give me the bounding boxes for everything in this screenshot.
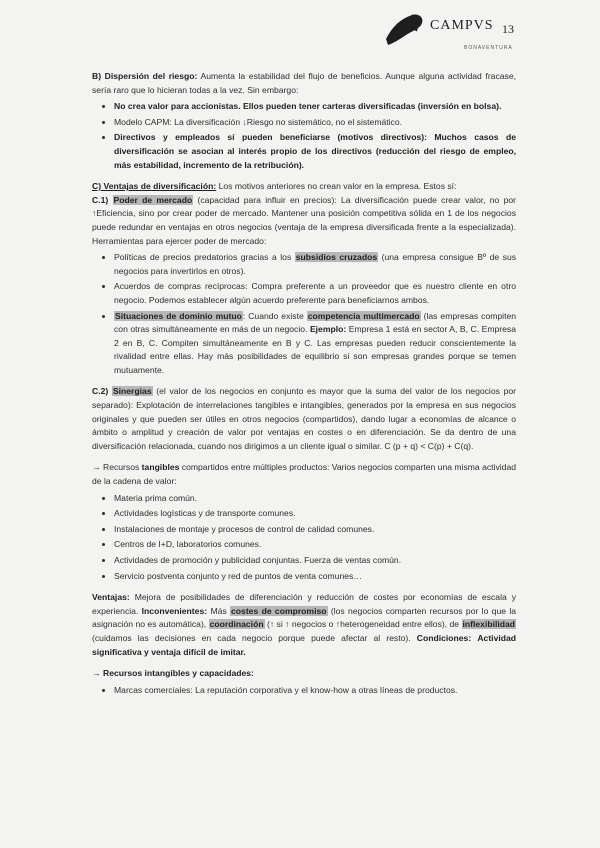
tangible-list	[92, 492, 516, 584]
list-item: • Acuerdos de compras recíprocas: Compra preferente a un proveedor que es nuestro cliente en otro negocio. Podemos establecer algún acuerdo preferente para beneficiarnos ambos.	[114, 280, 516, 307]
hand-logo-icon	[382, 9, 430, 51]
list-item: • Instalaciones de montaje y procesos de control de calidad comunes.	[114, 523, 516, 537]
c2-term: Sinergias	[112, 386, 152, 397]
list-item: • Marcas comerciales: La reputación corporativa y el know-how a otras líneas de productos.	[114, 684, 516, 698]
list-item: • Modelo CAPM: La diversificación ↓Riesgo no sistemático, no el sistemático.	[114, 116, 516, 130]
list-item: • No crea valor para accionistas. Ellos pueden tener carteras diversificadas (inversión en bolsa).	[114, 100, 516, 114]
document-body	[92, 70, 516, 705]
section-b-list	[92, 100, 516, 172]
list-item: • Situaciones de dominio mutuo: Cuando existe competencia multimercado (las empresas compiten con otras simultáneamente en más de un negocio. Ejemplo: Empresa 1 está en sector A, B, C. Empresa 2 en B, C. Compiten simultáneamente en B y C. Las empresas pueden reducir conscientemente la rivalidad entre ellas. Hay más posibilidades de equilibrio si son empresas grandes porque se temen mutuamente.	[114, 310, 516, 378]
list-item: • Actividades logísticas y de transporte comunes.	[114, 507, 516, 521]
intangible-list	[92, 684, 516, 698]
list-item: • Directivos y empleados sí pueden beneficiarse (motivos directivos): Muchos casos de diversificación se asocian al interés propio de los directivos (reducción del riesgo de empleo, más estabilidad, incremento de la retribución).	[114, 131, 516, 172]
logo-subtext: BONAVENTURA	[464, 45, 513, 51]
list-item: • Actividades de promoción y publicidad conjuntas. Fuerza de ventas común.	[114, 554, 516, 568]
c2-paragraph: C.2) Sinergias (el valor de los negocios en conjunto es mayor que la suma del valor de los negocios por separado): Explotación de interrelaciones tangibles e intangibles, generados por la empresa en sus negocios originales y que pueden ser útiles en otros negocios (compartidos), dando lugar a economías de alcance o ámbito o amplitud y creación de valor por ventajas en costes o en diferenciación. Se da dentro de una diversificación relacionada, cuando nos dirigimos a un cliente igual o similar. C (p + q) < C(p) + C(q).	[92, 386, 516, 451]
section-b-text: Aumenta la estabilidad del flujo de beneficios. Aunque alguna actividad fracase, sería raro que lo hicieran todas a la vez. Sin embargo:	[92, 71, 517, 95]
advantages-paragraph: Ventajas: Mejora de posibilidades de diferenciación y reducción de costes por economías de escala y experiencia. Inconvenientes: Más costes de compromiso (los negocios comparten recursos por lo que la asignación no es automática), coordinación (↑ si ↑ negocios o ↑heterogeneidad entre ellos), de inflexibilidad (cuidamos las decisiones en cada negocio porque puede afectar al resto). Condiciones: Actividad significativa y ventaja difícil de imitar.	[92, 592, 517, 657]
section-c-intro: C) Ventajas de diversificación: Los motivos anteriores no crean valor en la empresa. Estos sí:	[92, 181, 457, 192]
section-c-title: C) Ventajas de diversificación:	[92, 181, 217, 192]
c1-term: Poder de mercado	[113, 194, 193, 205]
intangible-section: → Recursos intangibles y capacidades: • Marcas comerciales: La reputación corporativa y el know-how a otras líneas de productos.	[92, 667, 516, 697]
logo-brand-text: CAMPVS	[430, 18, 494, 33]
c1-paragraph: C.1) Poder de mercado (capacidad para influir en precios): La diversificación puede crear valor, no por ↑Eficiencia, sino por crear poder de mercado. Mantener una posición competitiva sólida en 1 de los negocios puede redundar en ventajas en otros negocios (ventaja de la empresa diversificada frente a la especializada). Herramientas para ejercer poder de mercado:	[92, 194, 516, 246]
section-b	[92, 70, 516, 172]
list-item: • Materia prima común.	[114, 492, 516, 506]
logo-number: 13	[502, 22, 514, 36]
list-item: • Servicio postventa conjunto y red de puntos de venta comunes…	[114, 570, 516, 584]
section-b-title: B) Dispersión del riesgo:	[92, 71, 198, 81]
section-b-intro	[92, 70, 516, 97]
tangible-section: → Recursos tangibles compartidos entre múltiples productos: Varios negocios comparten una misma actividad de la cadena de valor: • Materia prima común. • Actividades logísticas y de transporte comunes. • Instalaciones de montaje y procesos de control de calidad comunes. • Centros de I+D, laboratorios comunes. • Actividades de promoción y publicidad conjuntas. Fuerza de ventas común. • Servicio postventa conjunto y red de puntos de venta comunes…	[92, 461, 516, 583]
campus-logo	[382, 9, 562, 55]
section-c	[92, 180, 516, 377]
list-item: • Políticas de precios predatorios gracias a los subsidios cruzados (una empresa consigue Bº de sus negocios para invertirlos en otros).	[114, 251, 516, 278]
c1-tools-list	[92, 251, 516, 377]
list-item: • Centros de I+D, laboratorios comunes.	[114, 538, 516, 552]
